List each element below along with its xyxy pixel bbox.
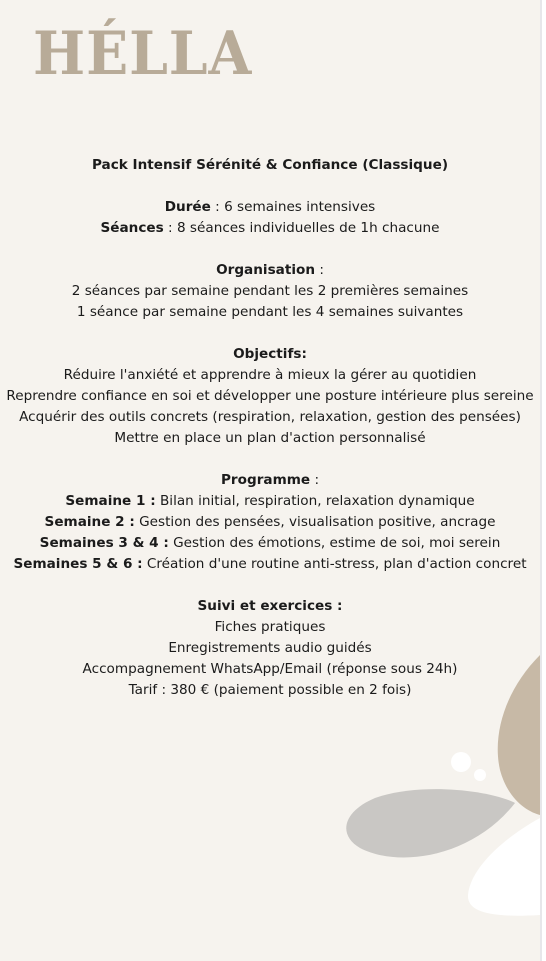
followup-item: Accompagnement WhatsApp/Email (réponse sous 24h) <box>82 661 458 677</box>
white-dot-large <box>451 752 471 772</box>
followup-item: Enregistrements audio guidés <box>168 640 372 656</box>
document-title: Pack Intensif Sérénité & Confiance (Classique) <box>91 157 449 173</box>
organisation-line: 1 séance par semaine pendant les 4 semaines suivantes <box>76 304 464 320</box>
document-body <box>0 155 540 701</box>
objectives-heading: Objectifs: <box>233 346 307 362</box>
programme-week: Semaines 3 & 4 : Gestion des émotions, estime de soi, moi serein <box>39 535 501 551</box>
sessions-value: : 8 séances individuelles de 1h chacune <box>163 220 440 236</box>
organisation-heading: Organisation : <box>216 262 324 278</box>
objective-item: Acquérir des outils concrets (respiration, relaxation, gestion des pensées) Mettre en place un plan d'action personnalisé <box>19 409 521 446</box>
duration-line <box>0 197 540 218</box>
organisation-line: 2 séances par semaine pendant les 2 premières semaines <box>71 283 469 299</box>
brand-logo: HÉLLA <box>33 19 253 89</box>
grey-leaf-shape <box>346 789 515 857</box>
programme-heading: Programme : <box>220 472 320 488</box>
objective-item: Reprendre confiance en soi et développer une posture intérieure plus sereine <box>6 388 534 404</box>
objective-item: Réduire l'anxiété et apprendre à mieux la gérer au quotidien <box>63 367 477 383</box>
followup-heading: Suivi et exercices : <box>197 598 343 614</box>
programme-week: Semaine 1 : Bilan initial, respiration, relaxation dynamique <box>65 493 475 509</box>
price-line: Tarif : 380 € (paiement possible en 2 fois) <box>128 682 412 698</box>
duration-value: : 6 semaines intensives <box>210 199 376 215</box>
followup-item: Fiches pratiques <box>214 619 326 635</box>
sessions-label: Séances <box>100 220 164 236</box>
programme-week: Semaine 2 : Gestion des pensées, visualisation positive, ancrage <box>44 514 496 530</box>
sessions-line <box>0 218 540 239</box>
duration-label: Durée <box>164 199 211 215</box>
programme-week: Semaines 5 & 6 : Création d'une routine anti-stress, plan d'action concret <box>13 556 527 572</box>
white-dot-small <box>474 769 486 781</box>
